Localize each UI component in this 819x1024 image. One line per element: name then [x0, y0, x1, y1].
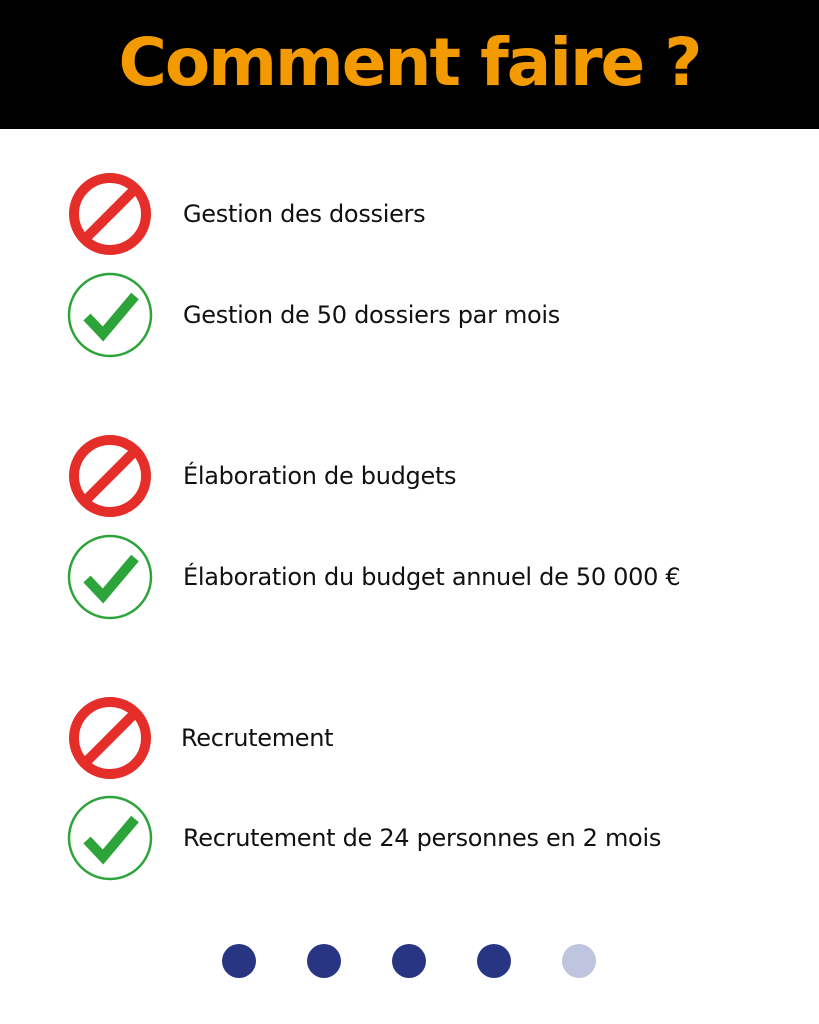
item-label: Gestion des dossiers: [183, 200, 426, 228]
checkmark-icon: [67, 534, 153, 620]
list-item-bad: [67, 433, 456, 519]
item-label: Recrutement de 24 personnes en 2 mois: [183, 824, 662, 852]
item-label: Recrutement: [181, 724, 334, 752]
page-dot-5[interactable]: [562, 944, 596, 978]
page-dot-2[interactable]: [307, 944, 341, 978]
list-item-bad: [67, 695, 333, 781]
list-item-bad: [67, 171, 425, 257]
page-dot-3[interactable]: [392, 944, 426, 978]
checkmark-icon: [67, 795, 153, 881]
item-label: Élaboration de budgets: [183, 462, 457, 490]
prohibited-icon: [67, 171, 153, 257]
list-item-good: [67, 795, 661, 881]
page-dot-1[interactable]: [222, 944, 256, 978]
header-banner: [0, 0, 819, 129]
checkmark-icon: [67, 272, 153, 358]
list-item-good: [67, 534, 680, 620]
page-dot-4[interactable]: [477, 944, 511, 978]
list-item-good: [67, 272, 560, 358]
prohibited-icon: [67, 433, 153, 519]
prohibited-icon: [67, 695, 153, 781]
item-label: Élaboration du budget annuel de 50 000 €: [183, 563, 681, 591]
pagination-dots: [222, 944, 596, 978]
page-title: Comment faire ?: [118, 24, 701, 101]
item-label: Gestion de 50 dossiers par mois: [183, 301, 560, 329]
